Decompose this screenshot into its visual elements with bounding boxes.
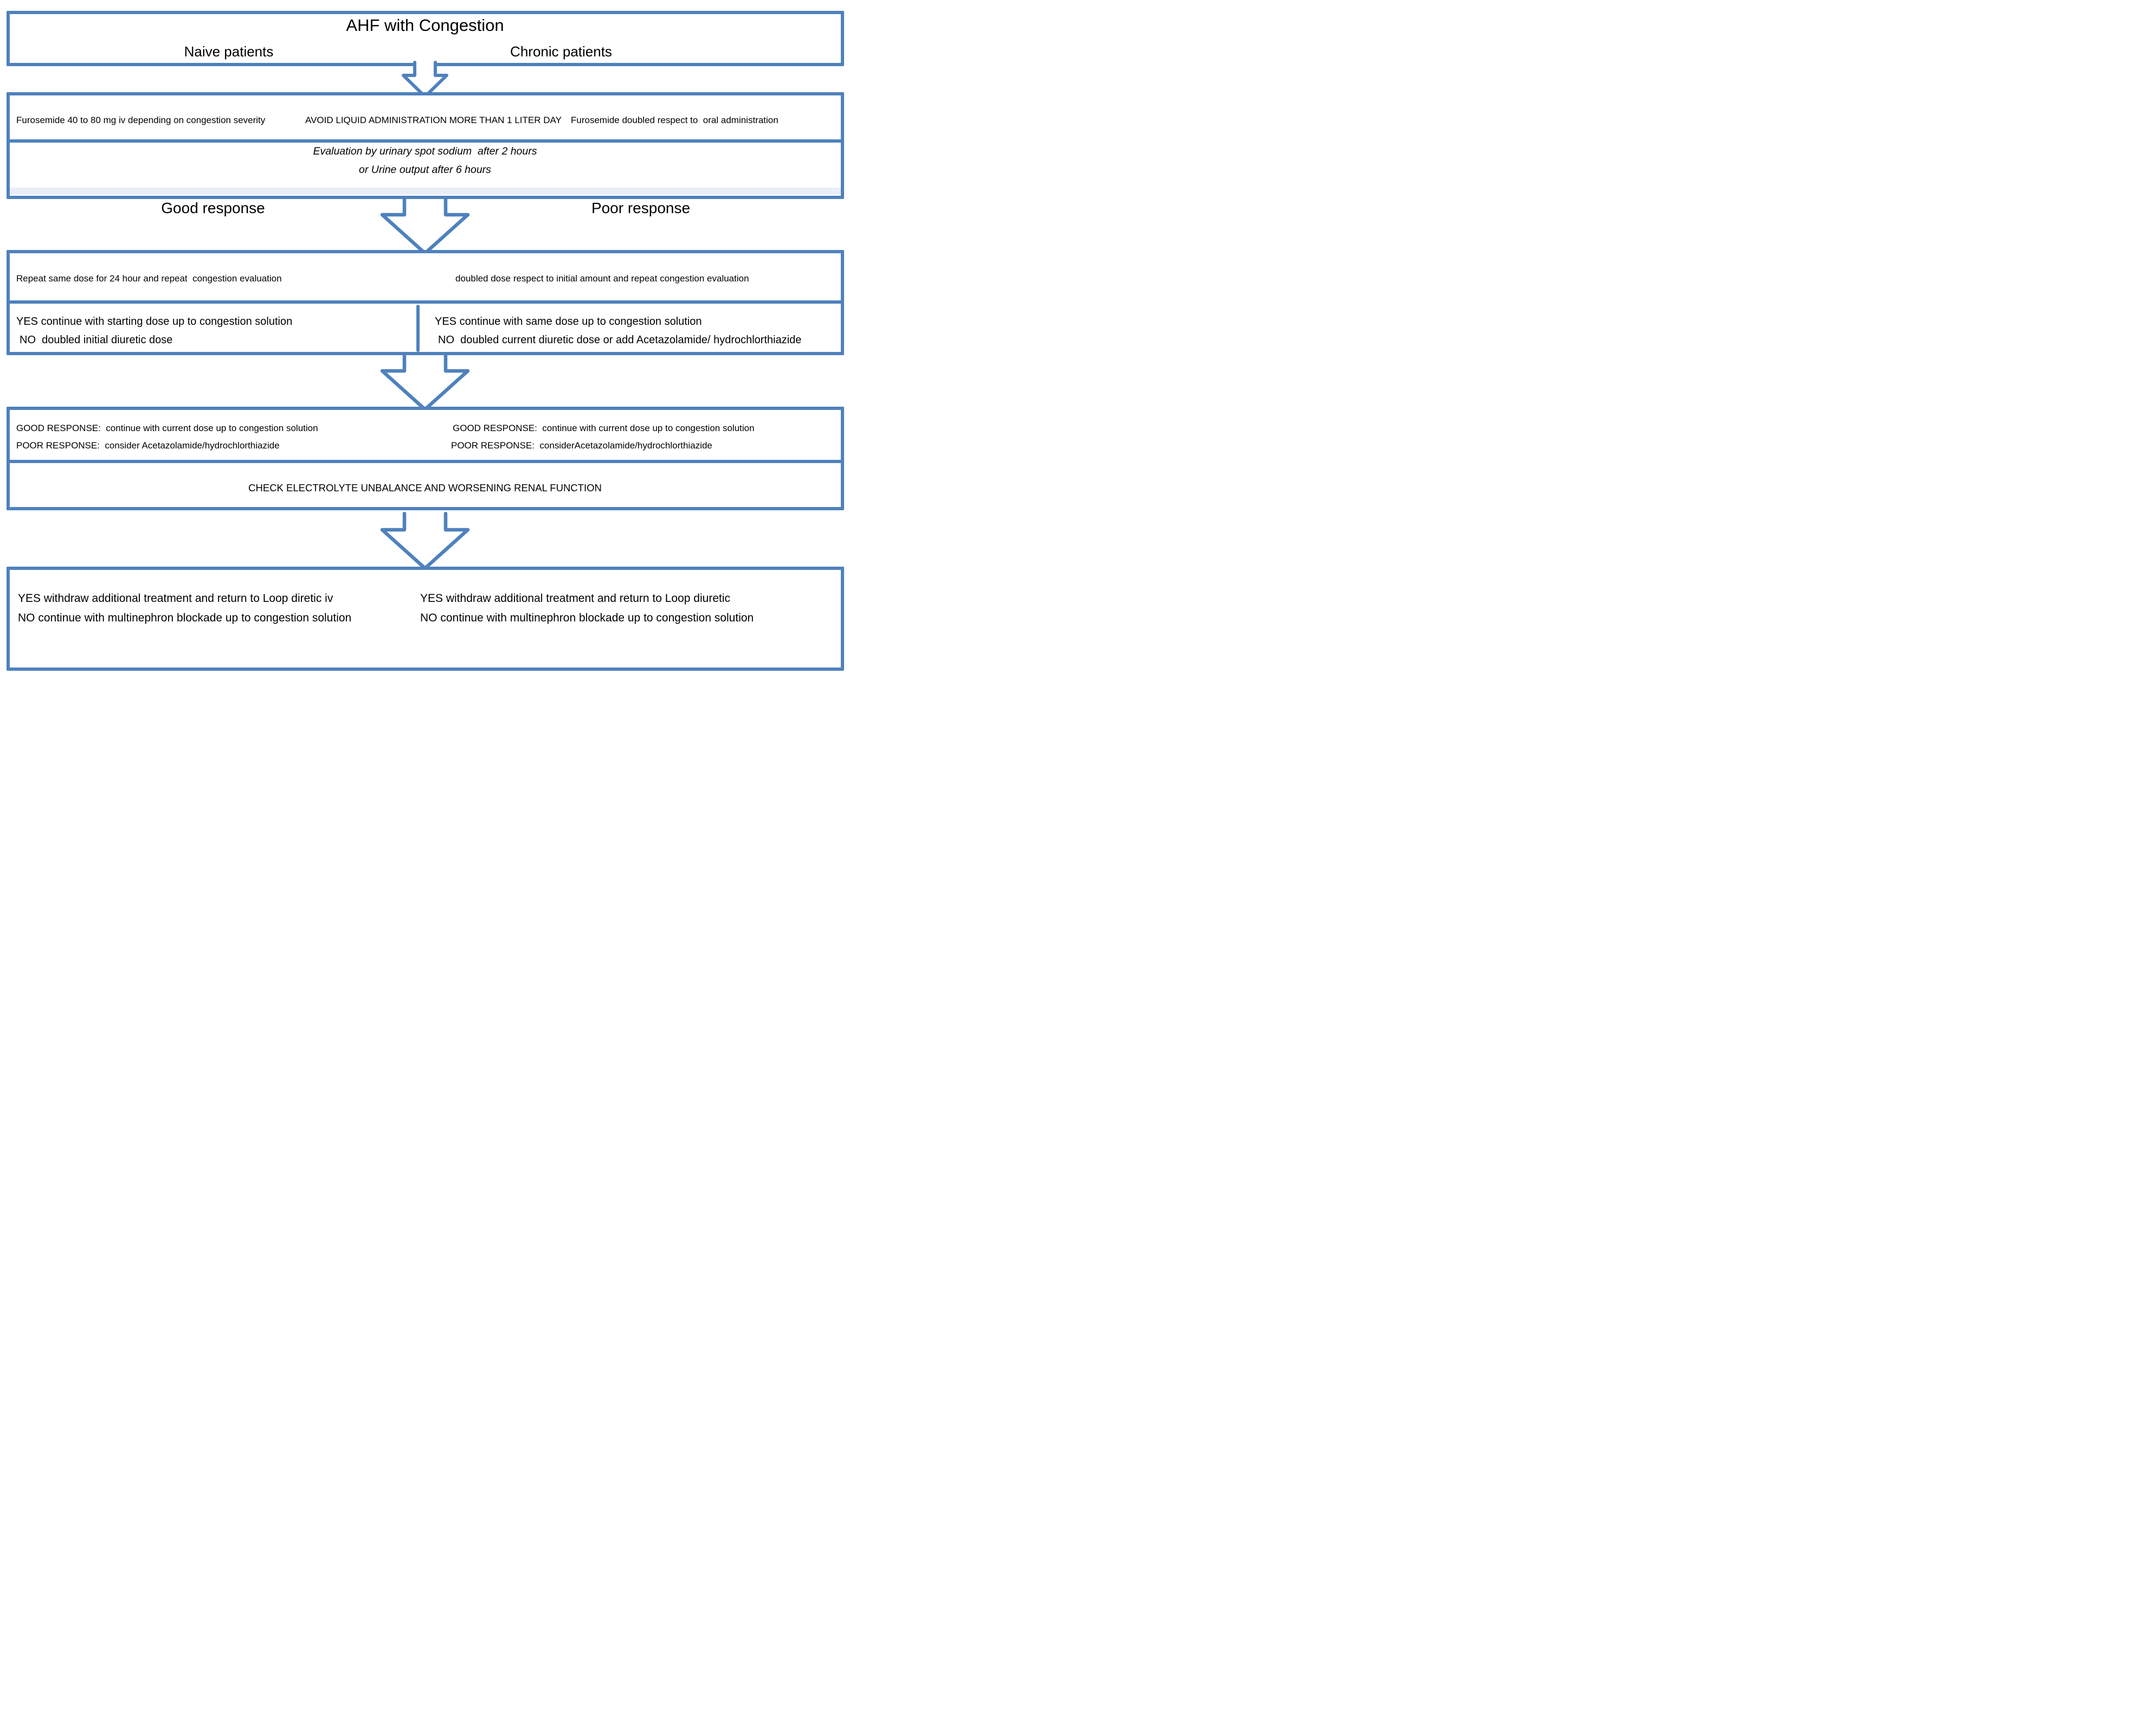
chronic-patients-label: Chronic patients [510,43,612,60]
poor-response-label: Poor response [591,200,691,216]
response-naive-poor-text: POOR RESPONSE: consider Acetazolamide/hydrochlorthiazide [16,440,280,451]
continue-naive-yes-text: YES continue with starting dose up to congestion solution [16,316,293,328]
down-arrow-icon-2 [379,198,471,255]
evaluation-line-2: or Urine output after 6 hours [359,164,491,176]
ahf-congestion-flowchart [0,0,850,681]
continue-box-column-divider [416,305,420,352]
response-chronic-good-text: GOOD RESPONSE: continue with current dose up to congestion solution [453,423,755,433]
continue-chronic-yes-text: YES continue with same dose up to congestion solution [435,316,702,328]
repeat-dose-chronic-text: doubled dose respect to initial amount and repeat congestion evaluation [455,273,749,284]
repeat-continue-divider [10,300,841,304]
evaluation-line-1: Evaluation by urinary spot sodium after 2 hours [313,145,537,157]
down-arrow-icon-4 [379,514,471,570]
response-chronic-poor-text: POOR RESPONSE: considerAcetazolamide/hydrochlorthiazide [451,440,712,451]
naive-patients-label: Naive patients [184,43,274,60]
down-arrow-icon-3 [379,355,471,411]
treatment-box-divider [10,139,841,143]
page-title: AHF with Congestion [346,16,504,35]
continue-naive-no-text: NO doubled initial diuretic dose [20,334,173,346]
check-electrolyte-text: CHECK ELECTROLYTE UNBALANCE AND WORSENING RENAL FUNCTION [248,482,602,493]
good-response-label: Good response [161,200,265,216]
response-naive-good-text: GOOD RESPONSE: continue with current dose up to congestion solution [16,423,318,433]
final-naive-no-text: NO continue with multinephron blockade up to congestion solution [18,612,352,624]
treatment-box-highlight-strip [10,188,841,195]
response-check-divider [10,460,841,463]
second-response-box [7,407,844,510]
furosemide-naive-text: Furosemide 40 to 80 mg iv depending on congestion severity [16,115,266,125]
final-chronic-yes-text: YES withdraw additional treatment and return to Loop diuretic [420,592,730,605]
final-naive-yes-text: YES withdraw additional treatment and return to Loop diretic iv [18,592,333,605]
repeat-dose-naive-text: Repeat same dose for 24 hour and repeat congestion evaluation [16,273,282,284]
furosemide-chronic-text: Furosemide doubled respect to oral administration [571,115,778,125]
continue-chronic-no-text: NO doubled current diuretic dose or add Acetazolamide/ hydrochlorthiazide [438,334,802,346]
final-chronic-no-text: NO continue with multinephron blockade up to congestion solution [420,612,754,624]
avoid-liquid-text: AVOID LIQUID ADMINISTRATION MORE THAN 1 LITER DAY [305,115,562,125]
